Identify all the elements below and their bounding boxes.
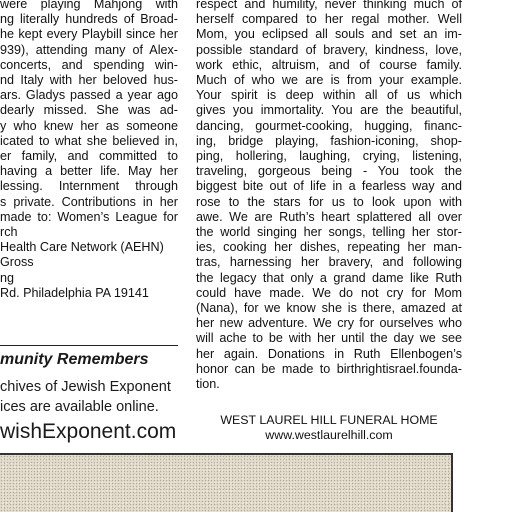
obituary-text-line: icated to what she believed in, <box>0 133 178 148</box>
obituary-text-line: were playing Mahjong with <box>0 0 178 11</box>
obituary-text-line: dancing, gourmet-cooking, hugging, financ- <box>196 118 462 133</box>
obituary-text-line: tras, harnessing her bravery, and following <box>196 255 462 270</box>
obituary-text-line: her again. Donations in Ruth Ellenbogen’s <box>196 346 462 361</box>
obituary-text-line: work ethic, altruism, and of course family. <box>196 57 462 72</box>
obituary-text-line: ping, hollering, laughing, crying, listening, <box>196 149 462 164</box>
section-divider <box>0 345 178 346</box>
obituary-text-line: Your spirit is deep within all of us which <box>196 88 462 103</box>
obituary-text-line: Health Care Network (AEHN) <box>0 240 164 255</box>
obituary-text-line: lessing. Internment through <box>0 179 178 194</box>
obituary-text-line: gives you immortality. You are the beautiful, <box>196 103 462 118</box>
obituary-text-line: ng literally hundreds of Broad- <box>0 12 178 27</box>
obituary-text-line: respect and humility, never thinking much of <box>196 0 462 11</box>
obituary-text-line: Rd. Philadelphia PA 19141 <box>0 285 149 300</box>
obituary-text-line: Gross <box>0 255 34 270</box>
funeral-home-name: WEST LAUREL HILL FUNERAL HOME <box>220 413 438 427</box>
obituary-text-line: honor can be made to birthrightisrael.founda- <box>196 361 462 376</box>
obituary-text-line: her new adventure. We cry for ourselves who <box>196 316 462 331</box>
obituary-text-line: herself compared to her regal mother. Well <box>196 12 462 27</box>
obituary-text-line: 939), attending many of Alex- <box>0 42 178 57</box>
obituary-text-line: y who knew her as someone <box>0 118 178 133</box>
obituary-text-line: possible standard of bravery, kindness, love, <box>196 42 462 57</box>
obituary-text-line: rch <box>0 225 18 240</box>
obituary-text-line: dearly missed. She was ad- <box>0 103 178 118</box>
funeral-home-credit <box>196 413 462 443</box>
obituary-text-line: (Nana), for we know she is there, amazed at <box>196 301 462 316</box>
obituary-text-line: made to: Women’s League for <box>0 209 178 224</box>
obituary-text-line: he kept every Playbill since her <box>0 27 178 42</box>
advertisement-photo <box>0 453 453 512</box>
obituary-text-line: will ache to be with her until the day we see <box>196 331 462 346</box>
obituary-text-line: tion. <box>196 377 220 392</box>
obituary-left-column <box>0 0 178 301</box>
funeral-home-website[interactable]: www.westlaurelhill.com <box>265 428 393 442</box>
obituary-text-line: ng <box>0 270 15 285</box>
obituary-text-line: rose to the stars for us to look upon with <box>196 194 462 209</box>
promo-website-link[interactable]: wishExponent.com <box>0 420 177 443</box>
obituary-text-line: ars. Gladys passed a year ago <box>0 88 178 103</box>
obituary-text-line: having a better life. May her <box>0 164 178 179</box>
obituary-text-line: could have made. We do not cry for Mom <box>196 285 462 300</box>
obituary-text-line: ies, cooking her dishes, repeating her man- <box>196 240 462 255</box>
obituary-text-line: nd Italy with her beloved hus- <box>0 73 178 88</box>
obituary-text-line: the legacy that only a grand dame like Ruth <box>196 270 462 285</box>
obituary-text-line: awe. We are Ruth’s heart splattered all over <box>196 209 462 224</box>
promo-text-line: ices are available online. <box>0 399 159 415</box>
obituary-text-line: biggest bite out of life in a fearless way and <box>196 179 462 194</box>
obituary-text-line: s private. Contributions in her <box>0 194 178 209</box>
obituary-text-line: concerts, and spending win- <box>0 57 178 72</box>
promo-text-line: chives of Jewish Exponent <box>0 379 171 395</box>
obituary-text-line: ing, bridge playing, fashion-iconing, shop- <box>196 133 462 148</box>
obituary-text-line: Mom, you eclipsed all souls and set an im- <box>196 27 462 42</box>
obituary-text-line: Much of who we are is from your example. <box>196 73 462 88</box>
obituary-text-line: er family, and committed to <box>0 149 178 164</box>
obituary-text-line: the world singing her songs, telling her stor- <box>196 225 462 240</box>
obituary-right-column <box>196 0 462 392</box>
promo-title: munity Remembers <box>0 351 149 368</box>
obituary-text-line: traveling, gorgeous being - You took the <box>196 164 462 179</box>
